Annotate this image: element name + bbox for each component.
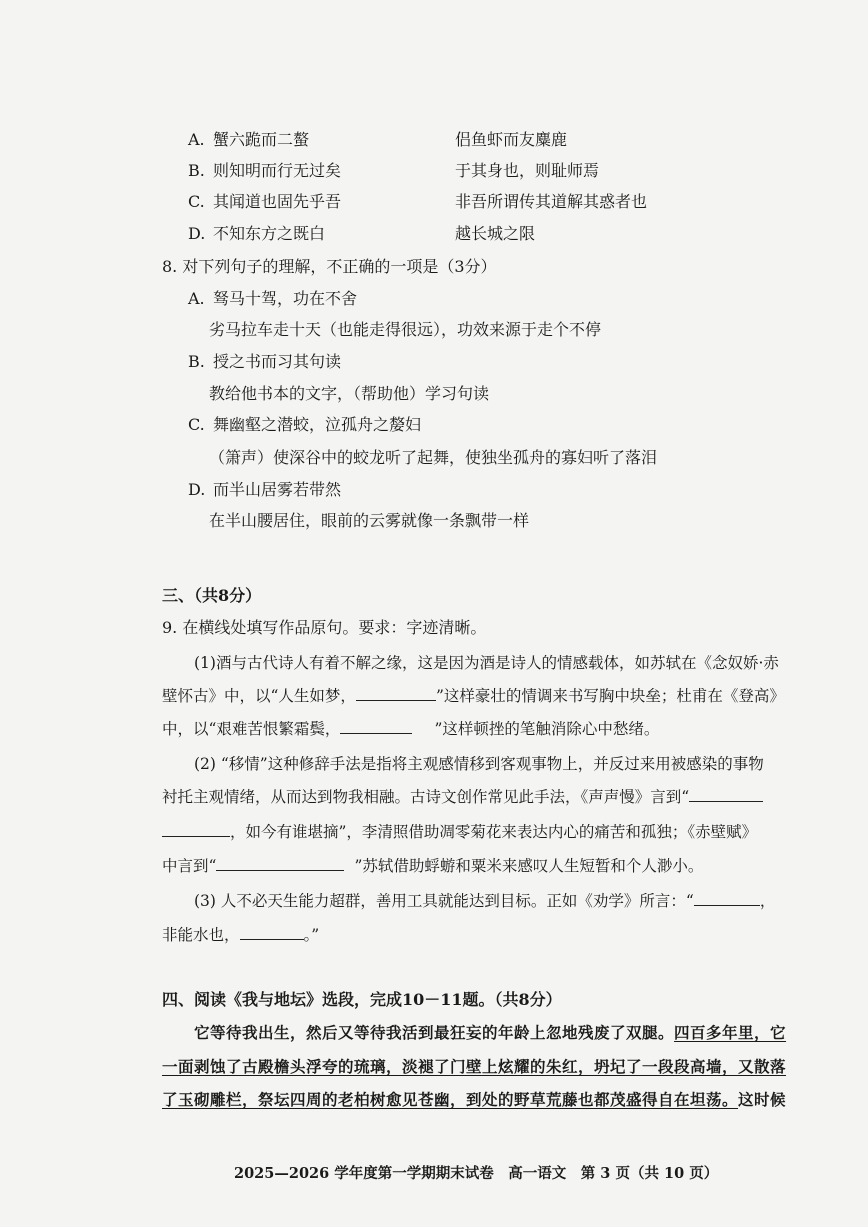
- q7-option-a-label: A.: [188, 130, 205, 149]
- q8-option-d-sentence: 而半山居雾若带然: [213, 480, 342, 499]
- answer-blank[interactable]: [340, 719, 412, 734]
- q9-part1-line1: (1)酒与古代诗人有着不解之缘，这是因为酒是诗人的情感载体，如苏轼在《念奴娇·赤: [194, 654, 779, 672]
- q7-option-b-right: 于其身也，则耻师焉: [455, 161, 600, 180]
- q8-option-a-explain: 劣马拉车走十天（也能走得很远），功效来源于走个不停: [209, 320, 602, 339]
- answer-blank[interactable]: [689, 787, 763, 802]
- q9-part3-line1: (3) 人不必天生能力超群，善用工具就能达到目标。正如《劝学》所言：“ ，: [194, 892, 776, 910]
- q8-option-d-explain: 在半山腰居住，眼前的云雾就像一条飘带一样: [209, 511, 530, 530]
- q8-option-b-label: B.: [188, 352, 205, 371]
- q9-part2-line4: 中言到“ ”苏轼借助蜉蝣和粟米来感叹人生短暂和个人渺小。: [162, 857, 704, 875]
- q8-option-b-explain: 教给他书本的文字，（帮助他）学习句读: [209, 384, 490, 403]
- q7-option-d-right: 越长城之限: [455, 224, 536, 243]
- q8-option-c-label: C.: [188, 415, 205, 434]
- q8-option-b-sentence: 授之书而习其句读: [213, 352, 342, 371]
- q7-option-c-label: C.: [188, 192, 205, 211]
- section-4-heading: 四、阅读《我与地坛》选段，完成10－11题。（共8分）: [162, 990, 562, 1009]
- q7-option-c-right: 非吾所谓传其道解其惑者也: [455, 192, 648, 211]
- answer-blank[interactable]: [240, 925, 304, 940]
- q8-option-a-sentence: 驽马十驾，功在不舍: [213, 289, 358, 308]
- q8-option-c-sentence: 舞幽壑之潜蛟，泣孤舟之嫠妇: [213, 415, 422, 434]
- passage-line1: 它等待我出生，然后又等待我活到最狂妄的年龄上忽地残废了双腿。四百多年里，它: [194, 1023, 787, 1042]
- passage-line2: 一面剥蚀了古殿檐头浮夸的琉璃，淡褪了门壁上炫耀的朱红，坍圮了一段段高墙，又散落: [162, 1057, 787, 1076]
- q9-part2-line1: (2) “移情”这种修辞手法是指将主观感情移到客观事物上，并反过来用被感染的事物: [194, 755, 764, 773]
- q7-option-a-left: 蟹六跪而二螯: [213, 130, 310, 149]
- q9-part1-line2: 壁怀古》中，以“人生如梦， ”这样豪壮的情调来书写胸中块垒；杜甫在《登高》: [162, 687, 785, 705]
- answer-blank[interactable]: [356, 686, 436, 701]
- q8-option-a-label: A.: [188, 289, 205, 308]
- answer-blank[interactable]: [694, 891, 760, 906]
- q7-option-b-left: 则知明而行无过矣: [213, 161, 342, 180]
- passage-line3: 了玉砌雕栏，祭坛四周的老柏树愈见苍幽，到处的野草荒藤也都茂盛得自在坦荡。这时候: [162, 1090, 787, 1109]
- section-3-heading: 三、（共8分）: [162, 586, 262, 605]
- q8-option-d-label: D.: [188, 480, 206, 499]
- answer-blank[interactable]: [162, 822, 230, 837]
- q7-option-b-label: B.: [188, 161, 205, 180]
- answer-blank[interactable]: [216, 856, 344, 871]
- q9-part2-line2: 衬托主观情绪，从而达到物我相融。古诗文创作常见此手法，《声声慢》言到“: [162, 786, 763, 808]
- q7-option-a-right: 侣鱼虾而友麋鹿: [455, 130, 568, 149]
- page-footer: 2025—2026 学年度第一学期期末试卷 高一语文 第 3 页（共 10 页）: [234, 1165, 719, 1182]
- q7-option-c-left: 其闻道也固先乎吾: [213, 192, 342, 211]
- q7-option-d-label: D.: [188, 224, 206, 243]
- q9-part3-line2: 非能水也， 。”: [162, 926, 320, 944]
- q7-option-d-left: 不知东方之既白: [213, 224, 326, 243]
- q9-part1-line3: 中，以“艰难苦恨繁霜鬓， ”这样顿挫的笔触消除心中愁绪。: [162, 720, 660, 738]
- q9-stem: 9. 在横线处填写作品原句。要求：字迹清晰。: [162, 618, 487, 637]
- q9-part2-line3: ，如今有谁堪摘”，李清照借助凋零菊花来表达内心的痛苦和孤独；《赤壁赋》: [162, 821, 757, 843]
- q8-option-c-explain: （箫声）使深谷中的蛟龙听了起舞，使独坐孤舟的寡妇听了落泪: [209, 448, 658, 467]
- q8-stem: 8. 对下列句子的理解，不正确的一项是（3分）: [162, 257, 497, 276]
